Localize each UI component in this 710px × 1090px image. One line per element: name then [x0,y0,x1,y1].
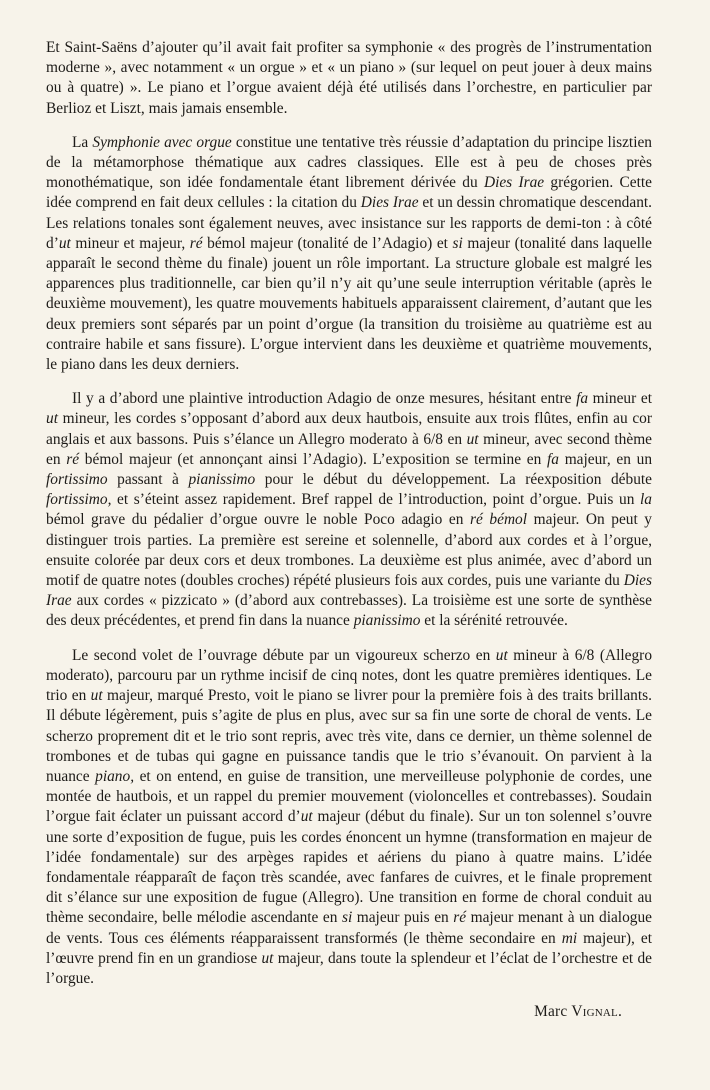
author-signature [534,1003,622,1021]
italic-run: Dies Irae [483,174,545,192]
italic-run: ut [466,430,479,448]
text-run: majeur, marqué Presto, voit le piano se livrer pour la première fois à des traits brillants. Il débute légèrement, puis s’agite de plus en plus, avec sur sa fin une sorte de choral de vents. Le scherzo proprement dit et le trio sont repris, avec très vite, dans ce dernier, un thème solennel de trombones et de tubas qui gagne en puissance tandis que le trio s’évanouit. On parvient à la nuance [46,687,652,785]
italic-run: piano, [95,767,135,785]
italic-run: ut [261,949,274,967]
italic-run: fa [576,390,589,408]
author-first-name: Marc [534,1003,568,1020]
text-run: majeur, en un [558,450,653,468]
text-run: passant à [107,471,189,489]
italic-run: Dies Irae [46,572,652,610]
italic-run: Dies Irae [360,194,419,212]
text-run: bémol grave du pédalier d’orgue ouvre le noble Poco adagio en [46,511,471,529]
italic-run: pianissimo [188,471,256,489]
text-run: majeur. On peut y distinguer trois parties. La première est sereine et solennelle, d’abord aux cordes et à l’orgue, ensuite colorée par deux cors et deux trombones. La deuxième est plus animée, avec d’abord un motif de quatre notes (doubles croches) répété plusieurs fois aux cordes, puis une variante du [46,511,653,590]
text-run: Le second volet de l’ouvrage débute par un vigoureux scherzo en [72,646,496,664]
paragraph [46,38,652,119]
italic-run: fa [547,450,559,468]
text-run: mineur à 6/8 (Allegro moderato), parcouru par un rythme incisif de cinq notes, dont les quatre premières identiques. Le trio en [46,646,653,705]
text-run: majeur menant à un dialogue de vents. Tous ces éléments réapparaissent transformés (le thème secondaire en [46,909,652,947]
italic-run: Symphonie avec orgue [92,133,232,151]
italic-run: ré [453,909,467,927]
italic-run: ut [90,687,103,705]
text-run: pour le début du développement. La réexposition débute [255,471,652,489]
italic-run: ré [189,234,203,252]
author-last-name: Vignal. [571,1003,622,1020]
italic-run: la [640,491,652,509]
text-run: majeur, dans toute la splendeur et l’éclat de l’orchestre et de l’orgue. [46,949,652,987]
text-run: majeur puis en [352,909,454,927]
text-run: mineur, avec second thème en [46,430,652,468]
text-run: La [72,133,93,151]
italic-run: fortissimo [46,471,108,489]
italic-run: ut [300,808,313,826]
text-run: mineur, les cordes s’opposant d’abord aux deux hautbois, ensuite aux trois flûtes, enfin au cor anglais et aux bassons. Puis s’élance un Allegro moderato à 6/8 en [46,410,652,448]
text-run: bémol majeur (tonalité de l’Adagio) et [202,234,453,252]
italic-run: si [452,234,463,252]
text-run: et la sérénité retrouvée. [420,612,568,630]
text-run: et un dessin chromatique descendant. Les relations tonales sont également neuves, avec insistance sur les rapports de demi-ton : à côté d’ [46,194,653,252]
text-run: majeur (tonalité dans laquelle apparaît le second thème du finale) jouent un rôle important. La structure globale est malgré les apparences plus traditionnelle, car bien qu’il n’y ait qu’une seule interruption véritable (après le deuxième mouvement), les quatre mouvements habituels apparaissent clairement, d’autant que les deux premiers sont séparés par un point d’orgue (la transition du troisième au quatrième est au contraire habile et sans fissure). L’orgue intervient dans les deuxième et quatrième mouvements, le piano dans les deux derniers. [46,234,652,374]
text-run: bémol majeur (et annonçant ainsi l’Adagio). L’exposition se termine en [79,450,547,468]
paragraph [46,389,652,631]
text-run: mineur et majeur, [70,234,190,252]
paragraph [46,646,652,989]
text-run: majeur), et l’œuvre prend fin en un grandiose [46,929,652,967]
text-run: constitue une tentative très réussie d’adaptation du principe lisztien de la métamorphose thématique aux cadres classiques. Elle est à peu de choses près monothématique, son idée fondamentale étant librement dérivée du [46,133,652,192]
italic-run: ut [58,234,71,252]
article-body [46,38,652,989]
text-run: et on entend, en guise de transition, une merveilleuse polyphonie de cordes, une montée de hautbois, et un rappel du premier mouvement (violoncelles et contrebasses). Soudain l’orgue fait éclater un puissant accord d’ [46,767,652,826]
italic-run: pianissimo [353,612,421,630]
italic-run: ut [495,646,508,664]
text-run: aux cordes « pizzicato » (d’abord aux contrebasses). La troisième est une sorte de synthèse des deux précédentes, et prend fin dans la nuance [46,592,652,630]
italic-run: fortissimo, [46,491,112,509]
text-run: majeur (début du finale). Sur un ton solennel s’ouvre une sorte d’exposition de fugue, puis les cordes énoncent un hymne (transformation en majeur de l’idée fondamentale) sur des arpèges rapides et aériens du piano à quatre mains. L’idée fondamentale réapparaît de façon très scandée, avec fanfares de cuivres, et le finale proprement dit s’élance sur une exposition de fugue (Allegro). Une transition en forme de choral conduit au thème secondaire, belle mélodie ascendante en [46,808,652,927]
italic-run: ré [66,450,80,468]
text-run: Il y a d’abord une plaintive introduction Adagio de onze mesures, hésitant entre [72,390,577,408]
text-run: grégorien. Cette idée comprend en fait deux cellules : la citation du [46,174,652,212]
italic-run: ré bémol [470,511,528,529]
paragraph [46,133,652,375]
text-run: mineur et [588,390,652,408]
italic-run: ut [46,410,58,428]
text-run: Et Saint-Saëns d’ajouter qu’il avait fait profiter sa symphonie « des progrès de l’instrumentation moderne », avec notamment « un orgue » et « un piano » (sur lequel on peut jouer à deux mains ou à quatre) ». Le piano et l’orgue avaient déjà été utilisés dans l’orchestre, en particulier par Berlioz et Liszt, mais jamais ensemble. [46,39,652,117]
text-run: et s’éteint assez rapidement. Bref rappel de l’introduction, point d’orgue. Puis un [111,491,641,509]
italic-run: mi [561,929,578,947]
italic-run: si [341,909,353,927]
